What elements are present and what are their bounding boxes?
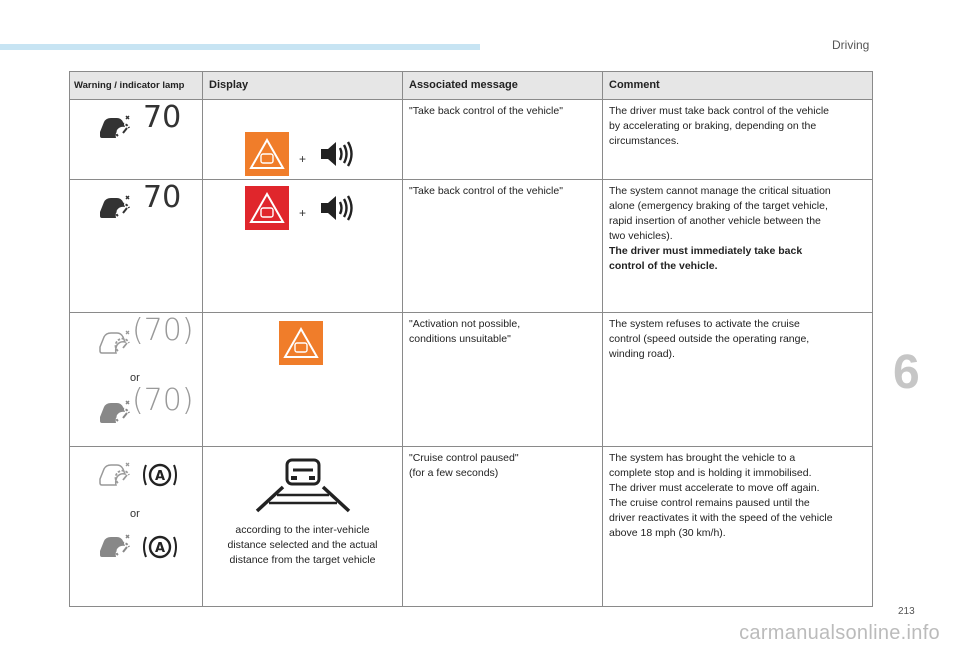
display-caption: [211, 523, 394, 568]
auto-hold-icon: [142, 531, 178, 563]
table-row: [70, 313, 873, 447]
comment-cell: [603, 180, 873, 313]
target-vehicle-distance-icon: [255, 457, 351, 513]
page-number: 213: [898, 606, 915, 617]
table-row: [70, 180, 873, 313]
adaptive-cruise-standby-icon: [98, 533, 132, 559]
comment-line: alone (emergency braking of the target vehicle,: [609, 200, 828, 212]
speed-value: 70: [143, 180, 182, 215]
section-title: Driving: [832, 38, 870, 52]
lamp-cell: [70, 313, 203, 447]
table-row: [70, 447, 873, 607]
display-cell: [203, 447, 403, 607]
watermark: carmanualsonline.info: [739, 622, 940, 644]
message-cell: [403, 100, 603, 180]
orange-warning-icon: [245, 132, 289, 176]
svg-text:A: A: [154, 469, 166, 484]
speed-ring-value: (70): [132, 383, 194, 418]
message-line: (for a few seconds): [409, 467, 499, 479]
message-cell: [403, 313, 603, 447]
table-header-row: [70, 72, 873, 100]
speed-value: 70: [143, 100, 182, 135]
message-line: "Cruise control paused": [409, 452, 519, 464]
adaptive-cruise-outline-icon: [98, 461, 132, 487]
speed-ring-value: (70): [132, 313, 194, 348]
message-line: conditions unsuitable": [409, 333, 511, 345]
comment-bold-line: The driver must immediately take back: [609, 245, 803, 257]
display-cell: [203, 313, 403, 447]
comment-line: winding road).: [609, 348, 675, 360]
auto-hold-icon: [142, 459, 178, 491]
comment-line: circumstances.: [609, 135, 680, 147]
column-header-comment: Comment: [603, 72, 873, 100]
comment-line: The cruise control remains paused until the: [609, 497, 810, 509]
comment-line: control (speed outside the operating range,: [609, 333, 810, 345]
column-header-message: Associated message: [403, 72, 603, 100]
comment-line: rapid insertion of another vehicle between the: [609, 215, 821, 227]
caption-line: distance selected and the actual: [227, 539, 378, 551]
adaptive-cruise-outline-icon: [98, 329, 132, 355]
comment-line: two vehicles).: [609, 230, 673, 242]
comment-bold-line: control of the vehicle.: [609, 260, 718, 272]
adaptive-cruise-alert-icon: [98, 194, 132, 220]
adaptive-cruise-standby-icon: [98, 399, 132, 425]
comment-line: above 18 mph (30 km/h).: [609, 527, 726, 539]
caption-line: distance from the target vehicle: [229, 554, 376, 566]
display-cell: [203, 100, 403, 180]
or-label: or: [130, 508, 140, 520]
lamp-cell: [70, 180, 203, 313]
message-line: "Activation not possible,: [409, 318, 521, 330]
comment-line: The system has brought the vehicle to a: [609, 452, 796, 464]
speaker-icon: [319, 194, 353, 222]
speed-value: 70: [143, 383, 182, 418]
comment-line: The system cannot manage the critical situation: [609, 185, 831, 197]
comment-line: The system refuses to activate the cruise: [609, 318, 800, 330]
or-label: or: [130, 372, 140, 384]
comment-line: by accelerating or braking, depending on the: [609, 120, 817, 132]
comment-cell: [603, 447, 873, 607]
comment-line: complete stop and is holding it immobilised.: [609, 467, 812, 479]
plus-sign: +: [299, 206, 307, 220]
message-text: "Take back control of the vehicle": [409, 105, 563, 117]
message-cell: [403, 180, 603, 313]
chapter-number: 6: [893, 346, 920, 399]
speaker-icon: [319, 140, 353, 168]
table-row: [70, 100, 873, 180]
message-cell: [403, 447, 603, 607]
display-cell: [203, 180, 403, 313]
warning-table: [69, 71, 873, 607]
speed-value: 70: [143, 313, 182, 348]
comment-cell: [603, 313, 873, 447]
orange-warning-icon: [279, 321, 323, 365]
adaptive-cruise-alert-icon: [98, 114, 132, 140]
lamp-cell: [70, 100, 203, 180]
column-header-lamp: Warning / indicator lamp: [70, 72, 203, 100]
header-bar: [0, 44, 480, 50]
plus-sign: +: [299, 152, 307, 166]
comment-line: driver reactivates it with the speed of the vehicle: [609, 512, 833, 524]
comment-cell: [603, 100, 873, 180]
lamp-cell: [70, 447, 203, 607]
red-warning-icon: [245, 186, 289, 230]
caption-line: according to the inter-vehicle: [235, 524, 370, 536]
message-text: "Take back control of the vehicle": [409, 185, 563, 197]
comment-line: The driver must take back control of the vehicle: [609, 105, 830, 117]
column-header-display: Display: [203, 72, 403, 100]
svg-text:A: A: [154, 541, 166, 556]
comment-line: The driver must accelerate to move off again.: [609, 482, 820, 494]
